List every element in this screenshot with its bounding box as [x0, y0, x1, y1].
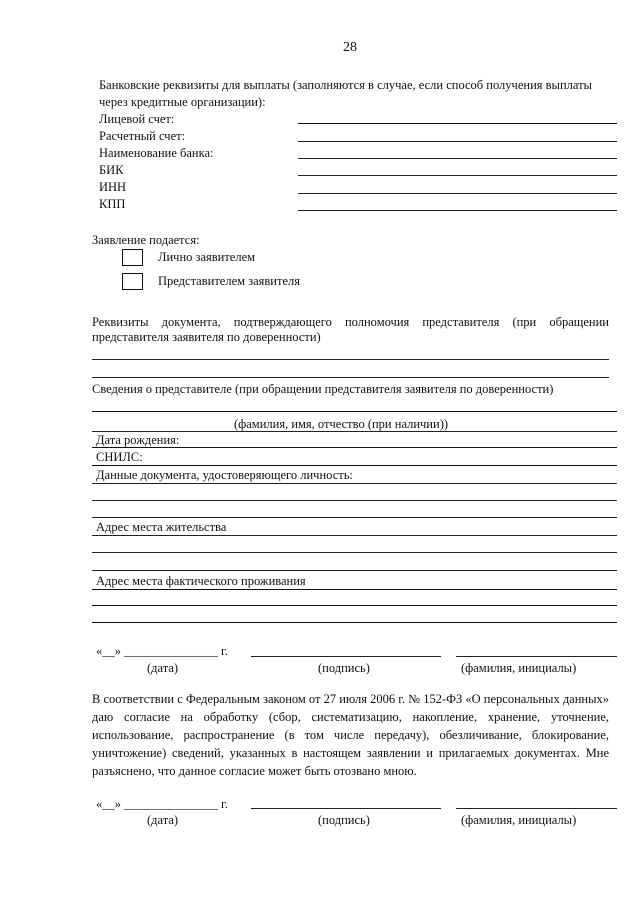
id-document-field-1[interactable] — [92, 483, 617, 484]
date-field[interactable]: «__» _______________ г. — [96, 644, 228, 658]
rep-fio-caption: (фамилия, имя, отчество (при наличии)) — [234, 417, 449, 431]
residence-address-label: Адрес места жительства — [96, 520, 227, 534]
personal-account-label: Лицевой счет: — [99, 112, 175, 126]
kpp-label: КПП — [99, 197, 126, 211]
bik-field[interactable] — [298, 175, 617, 176]
residence-address-field-3[interactable] — [92, 570, 617, 571]
bank-name-field[interactable] — [298, 158, 617, 159]
submission-label: Заявление подается: — [92, 233, 200, 247]
page-number: 28 — [343, 40, 357, 55]
bank-intro-line2: через кредитные организации): — [99, 95, 266, 109]
name-caption: (фамилия, инициалы) — [461, 661, 577, 675]
date-caption: (дата) — [147, 813, 179, 827]
bik-label: БИК — [99, 163, 124, 177]
inn-field[interactable] — [298, 193, 617, 194]
id-document-label: Данные документа, удостоверяющего личность: — [96, 468, 353, 482]
settlement-account-label: Расчетный счет: — [99, 129, 186, 143]
representative-submission-label: Представителем заявителя — [158, 274, 300, 288]
actual-address-field-3[interactable] — [92, 622, 617, 623]
date-field[interactable]: «__» _______________ г. — [96, 797, 228, 811]
actual-address-field-1[interactable] — [92, 589, 617, 590]
name-field[interactable] — [456, 656, 617, 657]
name-caption: (фамилия, инициалы) — [461, 813, 577, 827]
rep-fio-field[interactable] — [92, 411, 617, 412]
id-document-field-2[interactable] — [92, 500, 617, 501]
signature-caption: (подпись) — [318, 813, 370, 827]
id-document-field-3[interactable] — [92, 517, 617, 518]
bank-intro-line1: Банковские реквизиты для выплаты (заполняются в случае, если способ получения выплаты — [99, 78, 592, 92]
rep-info-heading: Сведения о представителе (при обращении представителя заявителя по доверенности) — [92, 382, 554, 396]
rep-document-line2: представителя заявителя по доверенности) — [92, 330, 321, 344]
personal-account-field[interactable] — [298, 123, 617, 124]
residence-address-field-2[interactable] — [92, 552, 617, 553]
rep-document-field-1[interactable] — [92, 359, 609, 360]
birth-date-label: Дата рождения: — [96, 433, 180, 447]
snils-field[interactable] — [92, 465, 617, 466]
rep-document-field-2[interactable] — [92, 377, 609, 378]
rep-document-line1: Реквизиты документа, подтверждающего полномочия представителя (при обращении — [92, 315, 609, 329]
name-field[interactable] — [456, 808, 617, 809]
settlement-account-field[interactable] — [298, 141, 617, 142]
residence-address-field-1[interactable] — [92, 535, 617, 536]
divider — [92, 431, 617, 432]
signature-caption: (подпись) — [318, 661, 370, 675]
personal-submission-checkbox[interactable] — [122, 249, 143, 266]
snils-label: СНИЛС: — [96, 450, 143, 464]
representative-submission-checkbox[interactable] — [122, 273, 143, 290]
consent-text: В соответствии с Федеральным законом от 27 июля 2006 г. № 152-ФЗ «О персональных данных» даю согласие на обработку (сбор, систематизацию, накопление, хранение, уточнение, использование, распространение (в том числе передачу), обезличивание, блокирование, уничтожение) сведений, указанных в настоящем заявлении и прилагаемых документах. Мне разъяснено, что данное согласие может быть отозвано мною. — [92, 692, 610, 778]
signature-field[interactable] — [251, 808, 441, 809]
signature-field[interactable] — [251, 656, 441, 657]
date-caption: (дата) — [147, 661, 179, 675]
personal-submission-label: Лично заявителем — [158, 250, 256, 264]
kpp-field[interactable] — [298, 210, 617, 211]
actual-address-field-2[interactable] — [92, 605, 617, 606]
actual-address-label: Адрес места фактического проживания — [96, 574, 306, 588]
birth-date-field[interactable] — [92, 447, 617, 448]
bank-name-label: Наименование банка: — [99, 146, 214, 160]
inn-label: ИНН — [99, 180, 127, 194]
